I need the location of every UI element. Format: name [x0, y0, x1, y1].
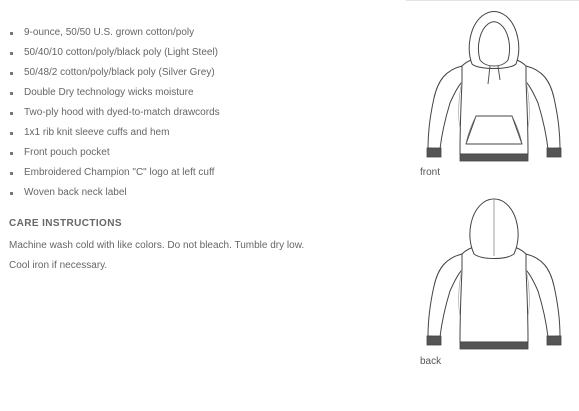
feature-text: 9-ounce, 50/50 U.S. grown cotton/poly — [24, 27, 195, 38]
feature-text: Front pouch pocket — [24, 147, 110, 158]
feature-text: 1x1 rib knit sleeve cuffs and hem — [24, 127, 170, 138]
care-instructions-text: Machine wash cold with like colors. Do not bleach. Tumble dry low. Cool iron if necessary. — [9, 240, 305, 271]
feature-item — [10, 25, 220, 45]
feature-item — [10, 65, 220, 85]
feature-text: Woven back neck label — [24, 187, 127, 198]
bullet-icon — [10, 152, 13, 155]
bullet-icon — [10, 52, 13, 55]
back-view-label: back — [420, 356, 442, 367]
feature-text: Embroidered Champion "C" logo at left cuff — [24, 167, 215, 178]
bullet-icon — [10, 72, 13, 75]
feature-item — [10, 105, 220, 125]
feature-item — [10, 85, 220, 105]
top-divider — [406, 0, 579, 1]
bullet-icon — [10, 192, 13, 195]
feature-item — [10, 125, 220, 145]
bullet-icon — [10, 172, 13, 175]
front-view-label: front — [420, 167, 441, 178]
feature-item — [10, 145, 220, 165]
feature-text: 50/48/2 cotton/poly/black poly (Silver Grey) — [24, 67, 215, 78]
bullet-icon — [10, 92, 13, 95]
hoodie-front-illustration — [418, 8, 570, 166]
care-instructions-heading: CARE INSTRUCTIONS — [9, 218, 122, 229]
feature-list — [10, 25, 220, 205]
bullet-icon — [10, 132, 13, 135]
feature-item — [10, 165, 220, 185]
hoodie-back-illustration — [418, 198, 570, 356]
feature-item — [10, 45, 220, 65]
bullet-icon — [10, 112, 13, 115]
feature-text: Two-ply hood with dyed-to-match drawcords — [24, 107, 220, 118]
feature-text: Double Dry technology wicks moisture — [24, 87, 194, 98]
feature-text: 50/40/10 cotton/poly/black poly (Light Steel) — [24, 47, 219, 58]
bullet-icon — [10, 32, 13, 35]
feature-item — [10, 185, 220, 205]
